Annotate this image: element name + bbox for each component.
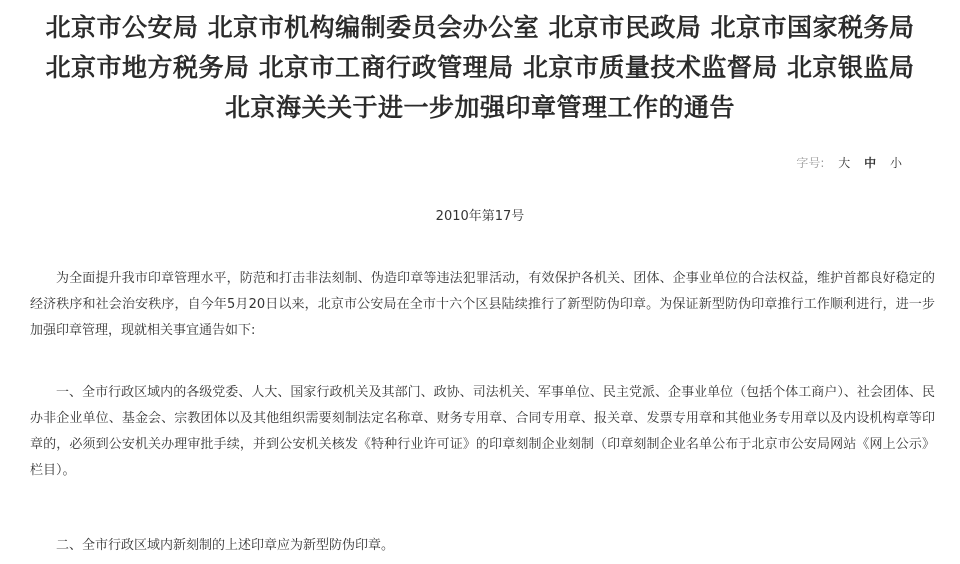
font-size-label: 字号:	[796, 156, 825, 170]
intro-paragraph: 为全面提升我市印章管理水平，防范和打击非法刻制、伪造印章等违法犯罪活动，有效保护各机关、团体、企事业单位的合法权益，维护首都良好稳定的经济秩序和社会治安秩序，自今年5月20日以来，北京市公安局在全市十六个区县陆续推行了新型防伪印章。为保证新型防伪印章推行工作顺利进行，进一步加强印章管理，现就相关事宜通告如下:	[30, 271, 935, 338]
font-size-large-button[interactable]: 大	[838, 156, 851, 170]
font-size-selector	[796, 154, 902, 171]
clause-one-paragraph: 一、全市行政区域内的各级党委、人大、国家行政机关及其部门、政协、司法机关、军事单位、民主党派、企事业单位（包括个体工商户）、社会团体、民办非企业单位、基金会、宗教团体以及其他组织需要刻制法定名称章、财务专用章、合同专用章、报关章、发票专用章和其他业务专用章以及内设机构章等印章的，必须到公安机关办理审批手续，并到公安机关核发《特种行业许可证》的印章刻制企业刻制（印章刻制企业名单公布于北京市公安局网站《网上公示》栏目）。	[30, 385, 935, 478]
font-size-small-button[interactable]: 小	[889, 156, 902, 170]
document-number: 2010年第17号	[435, 209, 525, 224]
clause-two-paragraph: 二、全市行政区域内新刻制的上述印章应为新型防伪印章。	[56, 538, 395, 553]
notice-title: 北京市公安局 北京市机构编制委员会办公室 北京市民政局 北京市国家税务局 北京市地方税务局 北京市工商行政管理局 北京市质量技术监督局 北京银监局 北京海关关于进一步加强印章管理工作的通告	[45, 13, 915, 122]
font-size-medium-button[interactable]: 中	[864, 156, 877, 170]
